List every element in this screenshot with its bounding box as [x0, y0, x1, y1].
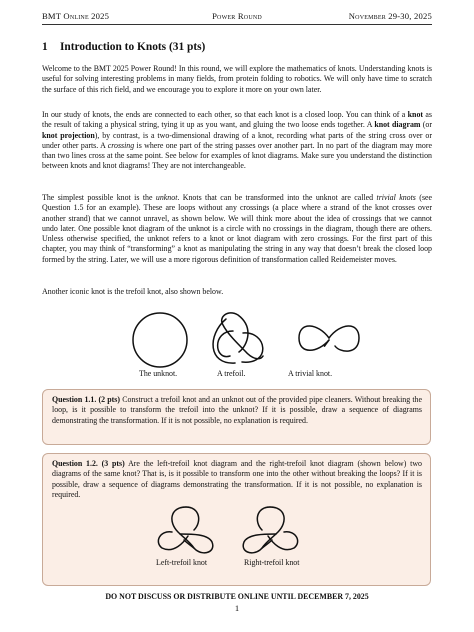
- text-run: ), by contrast, is a two-dimensional drawing of a knot, recording what parts of the string cross over or under other parts. A: [42, 130, 432, 150]
- question-1-2-text: Are the left-trefoil knot diagram and the right-trefoil knot diagram (shown below) two diagrams of the same knot? That is, is it possible to transform one into the other without breaking the loops? If it is possible, draw a sequence of diagrams demonstrating the transformation. If it is not possible, no explanation is required.: [52, 459, 422, 499]
- paragraph-knot-definitions: [42, 110, 432, 172]
- caption-trivial-knot: A trivial knot.: [288, 369, 333, 378]
- term-knot-diagram: knot diagram: [374, 120, 421, 130]
- text-run: as the result of taking a physical string, tying it up as you want, and gluing the two loose ends together. A: [42, 110, 432, 130]
- trefoil-diagram: [213, 313, 263, 363]
- text-run: . Knots that can be transformed into the unknot are called: [177, 193, 377, 202]
- trefoil-pair-figure: [148, 504, 318, 570]
- text-run: (or: [420, 120, 432, 130]
- trivial-knot-diagram: [299, 326, 359, 351]
- paragraph-unknot: [42, 193, 432, 265]
- header-center: Power Round: [212, 11, 262, 21]
- question-1-1-box: [42, 389, 431, 445]
- page-number: 1: [234, 603, 240, 613]
- question-1-2-box: [42, 453, 431, 586]
- caption-trefoil: A trefoil.: [217, 369, 246, 378]
- text-run: In our study of knots, the ends are connected to each other, so that each knot is a closed loop. You can think of a: [42, 110, 408, 119]
- text-run: The simplest possible knot is the: [42, 193, 156, 202]
- term-unknot: unknot: [155, 193, 178, 202]
- paragraph-trefoil-intro: Another iconic knot is the trefoil knot, also shown below.: [42, 287, 224, 296]
- term-crossing: crossing: [107, 140, 135, 150]
- running-header: [42, 11, 432, 23]
- header-rule: [42, 24, 432, 25]
- paragraph-welcome: Welcome to the BMT 2025 Power Round! In this round, we will explore the mathematics of knots. Understanding knots is useful for solving interesting problems in many fields, from protein folding to robotics. We will only have time to scratch the surface of this rich field, and we encourage you to explore it more on your own later.: [42, 64, 432, 94]
- question-1-1-text: Construct a trefoil knot and an unknot out of the provided pipe cleaners. Without breaking the loop, is it possible to transform the trefoil into the unknot? If it is possible, draw a sequence of diagrams demonstrating the transformation. If it is not possible, no explanation is required.: [52, 395, 423, 425]
- caption-unknot: The unknot.: [139, 369, 178, 378]
- header-left: BMT Online 2025: [42, 11, 110, 21]
- text-run: is where one part of the string passes over another part. In no part of the diagram may more than two lines cross at the same point. See below for examples of knot diagrams. Make sure you understand the distinction between knots and knot diagrams! They are not interchangeable.: [42, 140, 432, 171]
- unknot-circle: [133, 313, 187, 367]
- distribution-notice: DO NOT DISCUSS OR DISTRIBUTE ONLINE UNTIL DECEMBER 7, 2025: [105, 592, 369, 601]
- term-trivial-knots: trivial knots: [376, 193, 416, 202]
- question-1-2-label: Question 1.2. (3 pts): [52, 459, 125, 468]
- caption-right-trefoil: Right-trefoil knot: [244, 558, 300, 567]
- knot-figure-row: [42, 309, 432, 382]
- section-title: Introduction to Knots (31 pts): [60, 41, 206, 53]
- caption-left-trefoil: Left-trefoil knot: [156, 558, 208, 567]
- section-heading: [42, 41, 205, 53]
- header-right: November 29-30, 2025: [348, 11, 432, 21]
- left-trefoil-diagram: [158, 507, 212, 553]
- term-knot-projection: knot projection: [42, 130, 95, 140]
- question-1-1-label: Question 1.1. (2 pts): [52, 395, 121, 404]
- right-trefoil-diagram: [243, 507, 297, 553]
- term-knot: knot: [407, 110, 424, 119]
- section-number: 1: [42, 41, 48, 53]
- trefoil-pair-svg: [148, 504, 318, 556]
- text-run: (see Question 1.5 for an example). These are loops without any crossings (a place where a strand of the knot crosses over another strand) that we cannot unravel, as shown below. We will think more about the idea of crossings that we cannot undo later. One possible knot diagram of the unknot is a circle with no crossings in the diagram, though there are others. Unless otherwise specified, the unknot refers to a knot or knot diagram with zero crossings. For the first part of this chapter, you may think of “transforming” a knot as manipulating the string in any way that doesn’t break the closed loop formed by the string. Later, we will use a more rigorous definition of transformation called Reidemeister moves.: [42, 193, 433, 264]
